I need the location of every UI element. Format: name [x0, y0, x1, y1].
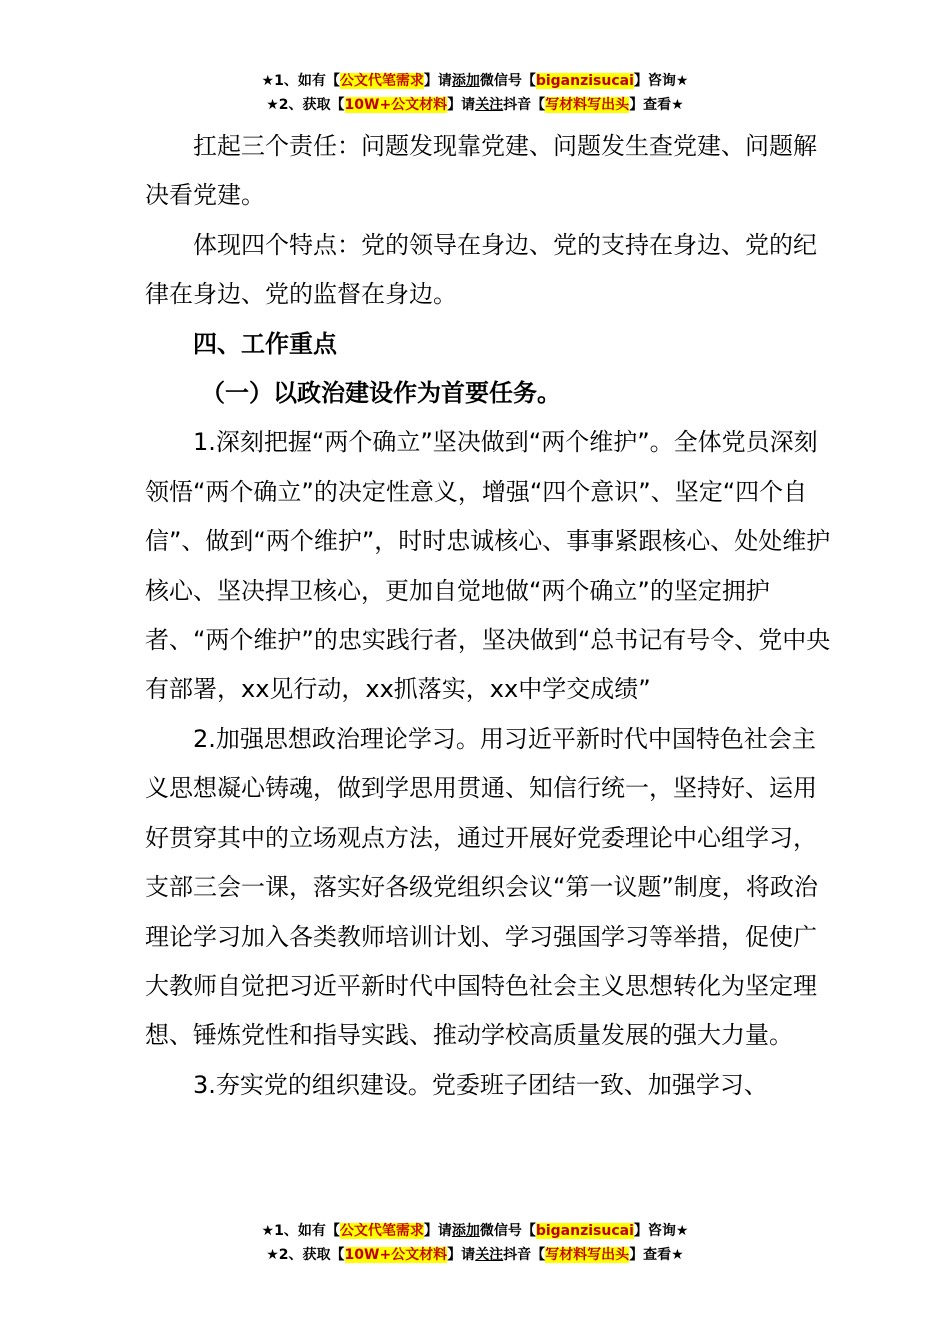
- banner-text: 】咨询★: [633, 73, 689, 89]
- document-body: [145, 122, 835, 1110]
- banner-text: 微信号【: [479, 1223, 536, 1239]
- highlight-materials: 10W+公文材料: [344, 1247, 448, 1263]
- paragraph-item-3: 3.夯实党的组织建设。党委班子团结一致、加强学习、: [193, 1070, 768, 1099]
- banner-text: 】请: [423, 1223, 452, 1239]
- banner-line-1: [0, 1219, 950, 1243]
- highlight-wechat-id: biganzisucai: [535, 73, 634, 89]
- banner-line-2: [0, 1243, 950, 1267]
- footer-banner: [0, 1219, 950, 1267]
- underline-follow: 关注: [475, 1247, 504, 1263]
- paragraph-responsibilities: 扛起三个责任：问题发现靠党建、问题发生查党建、问题解决看党建。: [145, 132, 817, 210]
- banner-text: 】咨询★: [633, 1223, 689, 1239]
- banner-line-1: [0, 69, 950, 93]
- highlight-douyin-account: 写材料写出头: [545, 97, 630, 113]
- banner-text: 抖音【: [503, 1247, 546, 1263]
- highlight-service: 公文代笔需求: [339, 73, 424, 89]
- underline-add: 添加: [451, 1223, 480, 1239]
- banner-text: 】请: [447, 97, 476, 113]
- banner-text: 】请: [447, 1247, 476, 1263]
- banner-text: 微信号【: [479, 73, 536, 89]
- banner-text: 】请: [423, 73, 452, 89]
- banner-text: ★2、获取【: [266, 97, 345, 113]
- highlight-wechat-id: biganzisucai: [535, 1223, 634, 1239]
- underline-add: 添加: [451, 73, 480, 89]
- banner-text: ★1、如有【: [261, 1223, 340, 1239]
- banner-text: 】查看★: [629, 97, 684, 113]
- highlight-douyin-account: 写材料写出头: [545, 1247, 630, 1263]
- banner-text: 抖音【: [503, 97, 546, 113]
- banner-text: ★2、获取【: [266, 1247, 345, 1263]
- banner-line-2: [0, 93, 950, 117]
- section-heading: 四、工作重点: [193, 329, 337, 358]
- paragraph-item-1: 1.深刻把握“两个确立”坚决做到“两个维护”。全体党员深刻领悟“两个确立”的决定性意义，增强“四个意识”、坚定“四个自信”、做到“两个维护”，时时忠诚核心、事事紧跟核心、处处维护核心、坚决捍卫核心，更加自觉地做“两个确立”的坚定拥护者、“两个维护”的忠实践行者，坚决做到“总书记有号令、党中央有部署，xx见行动，xx抓落实，xx中学交成绩”: [145, 428, 831, 704]
- subsection-heading: （一）以政治建设作为首要任务。: [201, 379, 561, 408]
- banner-text: 】查看★: [629, 1247, 684, 1263]
- underline-follow: 关注: [475, 97, 504, 113]
- paragraph-item-2: 2.加强思想政治理论学习。用习近平新时代中国特色社会主义思想凝心铸魂，做到学思用贯通、知信行统一，坚持好、运用好贯穿其中的立场观点方法，通过开展好党委理论中心组学习，支部三会一课，落实好各级党组织会议“第一议题”制度，将政治理论学习加入各类教师培训计划、学习强国学习等举措，促使广大教师自觉把习近平新时代中国特色社会主义思想转化为坚定理想、锤炼党性和指导实践、推动学校高质量发展的强大力量。: [145, 724, 818, 1050]
- highlight-materials: 10W+公文材料: [344, 97, 448, 113]
- highlight-service: 公文代笔需求: [339, 1223, 424, 1239]
- banner-text: ★1、如有【: [261, 73, 340, 89]
- paragraph-characteristics: 体现四个特点：党的领导在身边、党的支持在身边、党的纪律在身边、党的监督在身边。: [145, 230, 817, 309]
- header-banner: [0, 69, 950, 117]
